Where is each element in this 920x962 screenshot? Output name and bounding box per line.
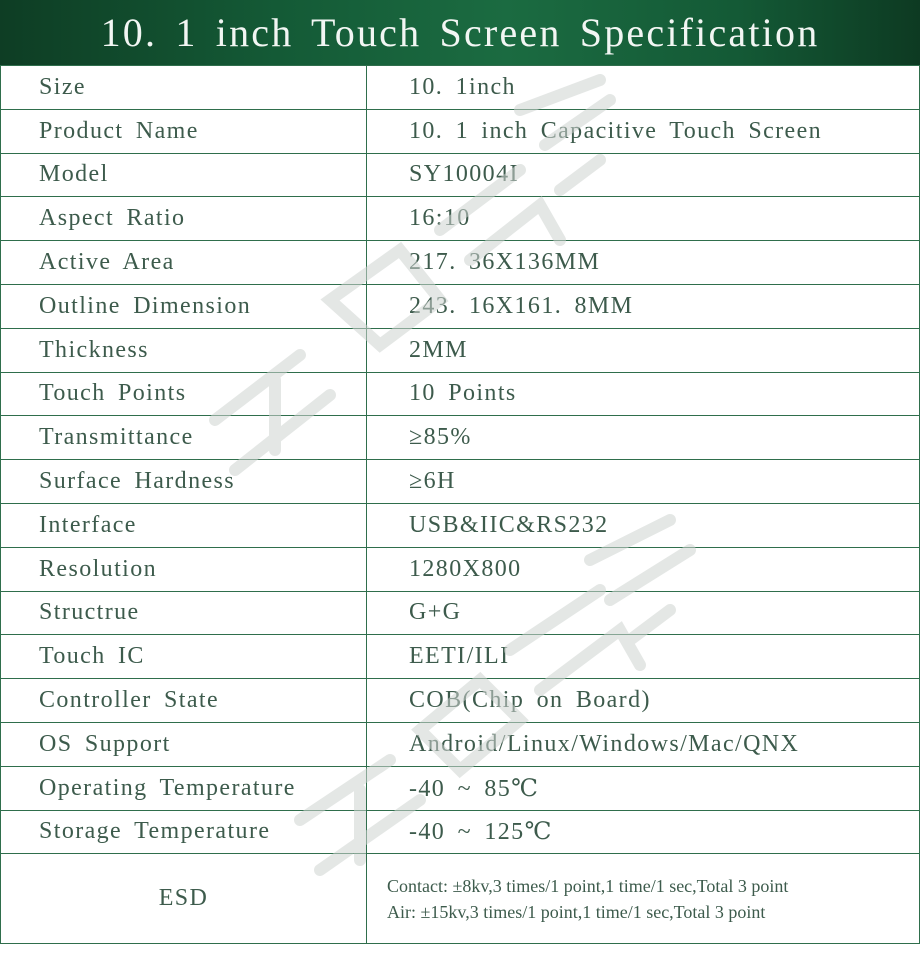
spec-value: COB(Chip on Board) — [367, 679, 920, 723]
table-row — [1, 460, 920, 504]
spec-value: 10 Points — [367, 372, 920, 416]
spec-value: 16:10 — [367, 197, 920, 241]
spec-value: 2MM — [367, 328, 920, 372]
spec-label: Active Area — [1, 241, 367, 285]
spec-label: Aspect Ratio — [1, 197, 367, 241]
table-row — [1, 766, 920, 810]
table-row — [1, 197, 920, 241]
spec-label: Resolution — [1, 547, 367, 591]
esd-air-text: Air: ±15kv,3 times/1 point,1 time/1 sec,Total 3 point — [387, 901, 766, 922]
spec-value: 10. 1inch — [367, 66, 920, 110]
spec-value: Android/Linux/Windows/Mac/QNX — [367, 722, 920, 766]
spec-value: 243. 16X161. 8MM — [367, 284, 920, 328]
spec-label: Thickness — [1, 328, 367, 372]
spec-label: OS Support — [1, 722, 367, 766]
spec-label: Controller State — [1, 679, 367, 723]
spec-label: Touch IC — [1, 635, 367, 679]
spec-label: Model — [1, 153, 367, 197]
table-row — [1, 503, 920, 547]
table-row — [1, 547, 920, 591]
spec-label: Transmittance — [1, 416, 367, 460]
table-row — [1, 66, 920, 110]
table-row — [1, 241, 920, 285]
table-row — [1, 810, 920, 854]
spec-value: SY10004I — [367, 153, 920, 197]
table-row — [1, 153, 920, 197]
spec-value: EETI/ILI — [367, 635, 920, 679]
spec-label: Storage Temperature — [1, 810, 367, 854]
spec-value: ≥6H — [367, 460, 920, 504]
spec-label: Touch Points — [1, 372, 367, 416]
spec-value: 10. 1 inch Capacitive Touch Screen — [367, 109, 920, 153]
table-row — [1, 416, 920, 460]
table-row — [1, 109, 920, 153]
table-row — [1, 722, 920, 766]
spec-value: USB&IIC&RS232 — [367, 503, 920, 547]
esd-value — [367, 854, 920, 944]
esd-row — [1, 854, 920, 944]
esd-contact-text: Contact: ±8kv,3 times/1 point,1 time/1 sec,Total 3 point — [387, 875, 789, 896]
spec-label: Product Name — [1, 109, 367, 153]
spec-value: -40 ~ 85℃ — [367, 766, 920, 810]
esd-label: ESD — [1, 854, 367, 944]
spec-label: Size — [1, 66, 367, 110]
spec-value: ≥85% — [367, 416, 920, 460]
spec-label: Interface — [1, 503, 367, 547]
spec-label: Outline Dimension — [1, 284, 367, 328]
table-row — [1, 328, 920, 372]
spec-label: Operating Temperature — [1, 766, 367, 810]
table-row — [1, 284, 920, 328]
table-row — [1, 372, 920, 416]
spec-value: G+G — [367, 591, 920, 635]
table-row — [1, 591, 920, 635]
spec-value: 217. 36X136MM — [367, 241, 920, 285]
page-title: 10. 1 inch Touch Screen Specification — [100, 10, 820, 55]
spec-value: 1280X800 — [367, 547, 920, 591]
title-banner — [0, 0, 920, 65]
table-row — [1, 635, 920, 679]
table-row — [1, 679, 920, 723]
spec-label: Surface Hardness — [1, 460, 367, 504]
spec-label: Structrue — [1, 591, 367, 635]
spec-table — [0, 65, 920, 944]
spec-value: -40 ~ 125℃ — [367, 810, 920, 854]
